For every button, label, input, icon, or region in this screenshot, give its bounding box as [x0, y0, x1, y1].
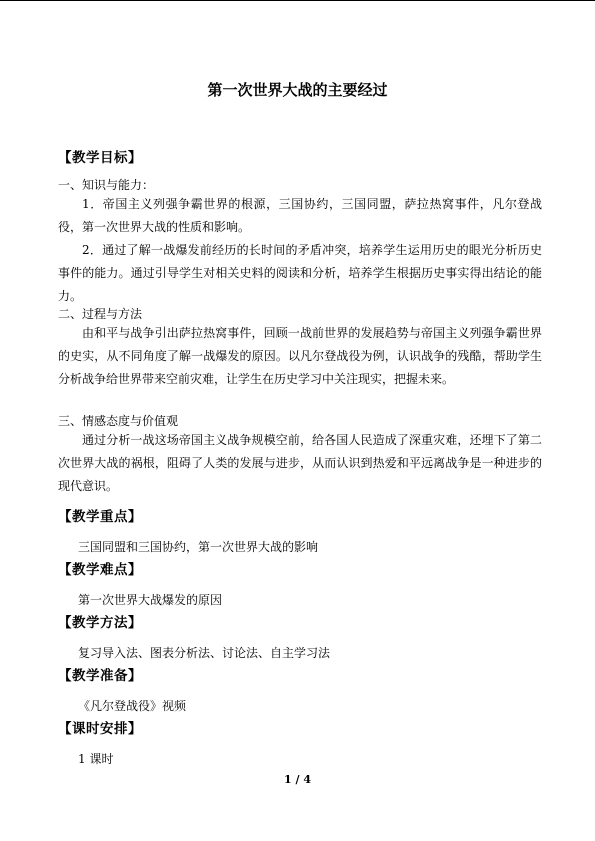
heading-preparation: 【教学准备】: [58, 668, 142, 684]
heading-schedule: 【课时安排】: [58, 721, 142, 737]
page-top-rule: [0, 0, 595, 1]
heading-key-points: 【教学重点】: [58, 509, 142, 525]
objectives-part3-title: 三、情感态度与价值观: [58, 414, 179, 428]
objectives-part1-title: 一、知识与能力：: [58, 178, 155, 192]
key-points-text: 三国同盟和三国协约，第一次世界大战的影响: [78, 540, 319, 554]
heading-methods: 【教学方法】: [58, 615, 142, 631]
objectives-part2-title: 二、过程与方法: [58, 307, 143, 321]
schedule-text: 1 课时: [78, 752, 114, 766]
methods-text: 复习导入法、图表分析法、讨论法、自主学习法: [78, 646, 331, 660]
objectives-part1-item2: 2．通过了解一战爆发前经历的长时间的矛盾冲突，培养学生运用历史的眼光分析历史事件的能力。通过引导学生对相关史料的阅读和分析，培养学生根据历史事实得出结论的能力。: [58, 243, 542, 303]
page-number: 1 / 4: [284, 773, 311, 786]
difficulties-text: 第一次世界大战爆发的原因: [78, 593, 223, 607]
document-title: 第一次世界大战的主要经过: [207, 81, 388, 99]
heading-objectives: 【教学目标】: [58, 150, 142, 166]
preparation-text: 《凡尔登战役》视频: [78, 699, 187, 713]
objectives-part3-text: 通过分析一战这场帝国主义战争规模空前，给各国人民造成了深重灾难，还埋下了第二次世界大战的祸根，阻碍了人类的发展与进步，从而认识到热爱和平远离战争是一种进步的现代意识。: [58, 433, 542, 493]
heading-difficulties: 【教学难点】: [58, 562, 142, 578]
objectives-part2-text: 由和平与战争引出萨拉热窝事件，回顾一战前世界的发展趋势与帝国主义列强争霸世界的史实，从不同角度了解一战爆发的原因。以凡尔登战役为例，认识战争的残酷，帮助学生分析战争给世界带来空前灾难，让学生在历史学习中关注现实，把握未来。: [58, 326, 542, 386]
objectives-part1-item1: 1．帝国主义列强争霸世界的根源，三国协约，三国同盟，萨拉热窝事件，凡尔登战役，第一次世界大战的性质和影响。: [58, 197, 542, 234]
